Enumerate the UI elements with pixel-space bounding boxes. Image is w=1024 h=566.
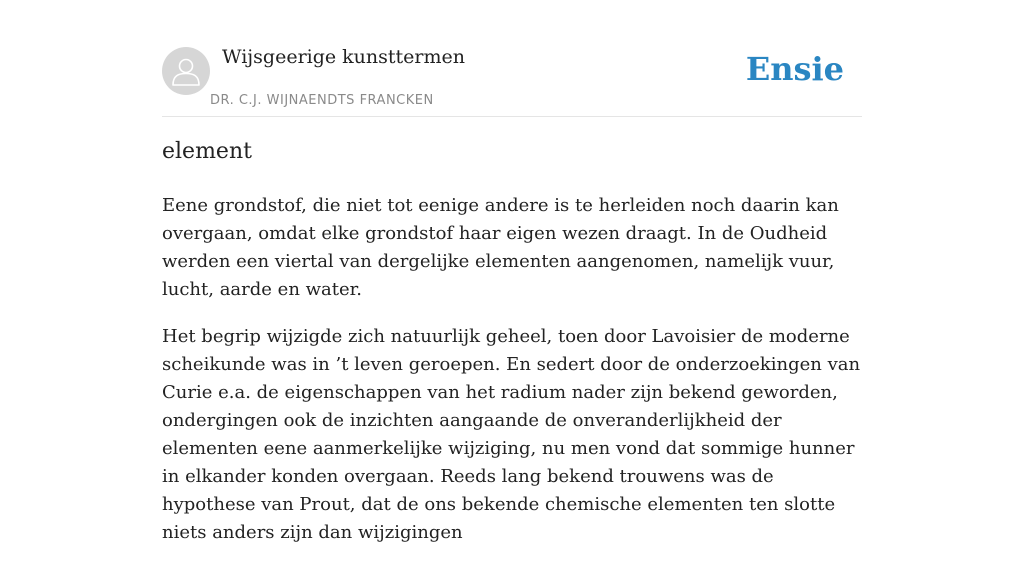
- brand-logo[interactable]: Ensie: [745, 50, 844, 88]
- article-paragraph: Het begrip wijzigde zich natuurlijk geheel, toen door Lavoisier de moderne scheikunde was in ’t leven geroepen. En sedert door de onderzoekingen van Curie e.a. de eigenschappen van het radium nader zijn bekend geworden, ondergingen ook de inzichten aangaande de onveranderlijkheid der elementen eene aanmerkelijke wijziging, nu men vond dat sommige hunner in elkander konden overgaan. Reeds lang bekend trouwens was de hypothese van Prout, dat de ons bekende chemische elementen ten slotte niets anders zijn dan wijzigingen: [162, 326, 861, 543]
- article-body: [162, 192, 862, 566]
- book-title[interactable]: Wijsgeerige kunsttermen: [222, 46, 466, 68]
- author-name[interactable]: DR. C.J. WIJNAENDTS FRANCKEN: [210, 93, 434, 108]
- article-title: element: [162, 139, 252, 164]
- user-icon: [162, 47, 210, 95]
- article-header: [162, 46, 862, 117]
- article-paragraph: Eene grondstof, die niet tot eenige andere is te herleiden noch daarin kan overgaan, omdat elke grondstof haar eigen wezen draagt. In de Oudheid werden een viertal van dergelijke elementen aangenomen, namelijk vuur, lucht, aarde en water.: [162, 195, 839, 300]
